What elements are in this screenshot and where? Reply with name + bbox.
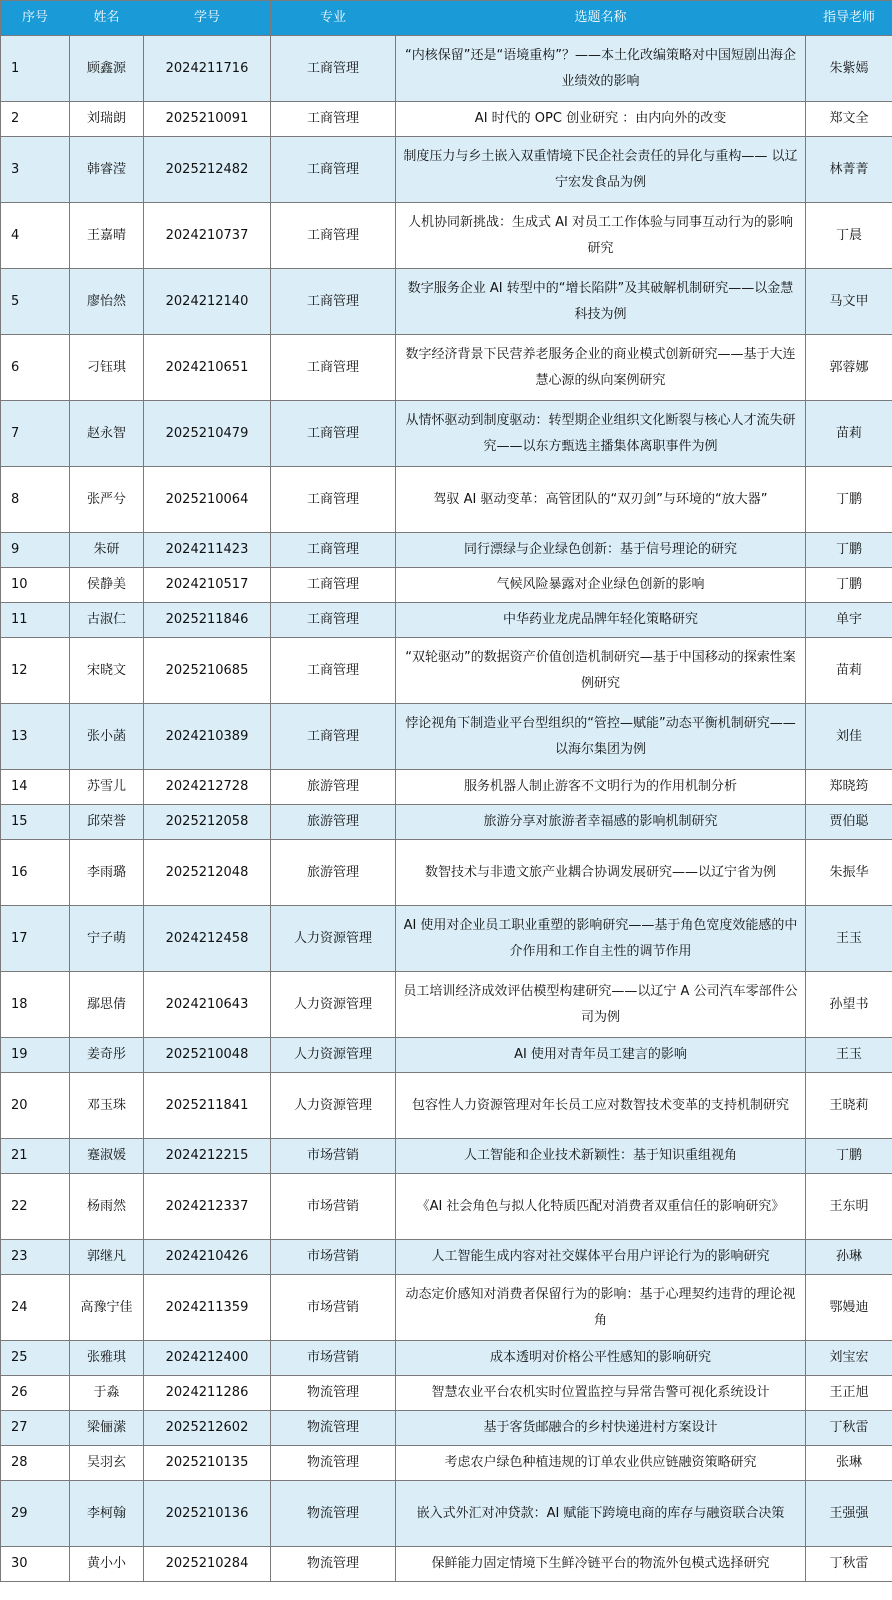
cell-no: 29: [1, 1481, 70, 1547]
cell-title: 人工智能生成内容对社交媒体平台用户评论行为的影响研究: [396, 1240, 806, 1275]
cell-name: 苏雪儿: [70, 770, 144, 805]
cell-name: 韩睿滢: [70, 137, 144, 203]
cell-title: 数智技术与非遗文旅产业耦合协调发展研究——以辽宁省为例: [396, 840, 806, 906]
table-row: [1, 1411, 892, 1446]
table-row: [1, 906, 892, 972]
cell-major: 工商管理: [271, 203, 396, 269]
cell-advisor: 郭蓉娜: [806, 335, 892, 401]
cell-name: 古淑仁: [70, 603, 144, 638]
table-body: [1, 36, 892, 1582]
cell-student-id: 2024211286: [144, 1376, 271, 1411]
cell-no: 26: [1, 1376, 70, 1411]
cell-no: 7: [1, 401, 70, 467]
cell-advisor: 孙琳: [806, 1240, 892, 1275]
cell-advisor: 丁鹏: [806, 533, 892, 568]
cell-advisor: 刘佳: [806, 704, 892, 770]
cell-student-id: 2024210651: [144, 335, 271, 401]
cell-student-id: 2024212458: [144, 906, 271, 972]
cell-title: 气候风险暴露对企业绿色创新的影响: [396, 568, 806, 603]
cell-student-id: 2025212602: [144, 1411, 271, 1446]
cell-title: 中华药业龙虎品牌年轻化策略研究: [396, 603, 806, 638]
cell-advisor: 朱振华: [806, 840, 892, 906]
table-row: [1, 1275, 892, 1341]
cell-advisor: 王强强: [806, 1481, 892, 1547]
cell-name: 李雨璐: [70, 840, 144, 906]
cell-no: 23: [1, 1240, 70, 1275]
cell-name: 梁俪潆: [70, 1411, 144, 1446]
cell-student-id: 2025210091: [144, 102, 271, 137]
cell-major: 工商管理: [271, 467, 396, 533]
cell-major: 旅游管理: [271, 840, 396, 906]
cell-name: 鄢思倩: [70, 972, 144, 1038]
cell-major: 工商管理: [271, 102, 396, 137]
cell-no: 11: [1, 603, 70, 638]
cell-title: 制度压力与乡土嵌入双重情境下民企社会责任的异化与重构—— 以辽宁宏发食品为例: [396, 137, 806, 203]
cell-major: 人力资源管理: [271, 906, 396, 972]
cell-name: 姜奇彤: [70, 1038, 144, 1073]
cell-no: 18: [1, 972, 70, 1038]
cell-name: 廖怡然: [70, 269, 144, 335]
cell-no: 1: [1, 36, 70, 102]
table-row: [1, 335, 892, 401]
cell-name: 宋晓文: [70, 638, 144, 704]
cell-advisor: 单宇: [806, 603, 892, 638]
cell-major: 市场营销: [271, 1341, 396, 1376]
cell-advisor: 王晓莉: [806, 1073, 892, 1139]
cell-major: 旅游管理: [271, 805, 396, 840]
cell-title: 动态定价感知对消费者保留行为的影响：基于心理契约违背的理论视角: [396, 1275, 806, 1341]
cell-student-id: 2024211359: [144, 1275, 271, 1341]
cell-advisor: 王玉: [806, 906, 892, 972]
cell-title: AI 使用对企业员工职业重塑的影响研究——基于角色宽度效能感的中介作用和工作自主性的调节作用: [396, 906, 806, 972]
cell-no: 19: [1, 1038, 70, 1073]
cell-student-id: 2025212048: [144, 840, 271, 906]
header-student-id: 学号: [144, 1, 271, 36]
cell-advisor: 张琳: [806, 1446, 892, 1481]
table-row: [1, 1481, 892, 1547]
cell-title: AI 时代的 OPC 创业研究 ：由内向外的改变: [396, 102, 806, 137]
table-row: [1, 137, 892, 203]
header-advisor: 指导老师: [806, 1, 892, 36]
table-row: [1, 102, 892, 137]
cell-title: 服务机器人制止游客不文明行为的作用机制分析: [396, 770, 806, 805]
cell-student-id: 2024210426: [144, 1240, 271, 1275]
table-row: [1, 467, 892, 533]
cell-student-id: 2024210737: [144, 203, 271, 269]
cell-name: 宁子萌: [70, 906, 144, 972]
cell-major: 旅游管理: [271, 770, 396, 805]
table-row: [1, 1174, 892, 1240]
cell-advisor: 孙望书: [806, 972, 892, 1038]
cell-title: AI 使用对青年员工建言的影响: [396, 1038, 806, 1073]
cell-no: 6: [1, 335, 70, 401]
cell-name: 张雅琪: [70, 1341, 144, 1376]
cell-major: 市场营销: [271, 1240, 396, 1275]
header-title: 选题名称: [396, 1, 806, 36]
cell-name: 高豫宁佳: [70, 1275, 144, 1341]
cell-no: 17: [1, 906, 70, 972]
table-row: [1, 704, 892, 770]
cell-title: 智慧农业平台农机实时位置监控与异常告警可视化系统设计: [396, 1376, 806, 1411]
table-row: [1, 1446, 892, 1481]
cell-title: 《AI 社会角色与拟人化特质匹配对消费者双重信任的影响研究》: [396, 1174, 806, 1240]
cell-no: 10: [1, 568, 70, 603]
cell-title: 旅游分享对旅游者幸福感的影响机制研究: [396, 805, 806, 840]
cell-no: 27: [1, 1411, 70, 1446]
cell-name: 杨雨然: [70, 1174, 144, 1240]
cell-student-id: 2024210389: [144, 704, 271, 770]
cell-name: 李柯翰: [70, 1481, 144, 1547]
table-row: [1, 203, 892, 269]
cell-no: 3: [1, 137, 70, 203]
cell-advisor: 丁鹏: [806, 568, 892, 603]
table-row: [1, 1038, 892, 1073]
cell-title: “双轮驱动”的数据资产价值创造机制研究—基于中国移动的探索性案例研究: [396, 638, 806, 704]
cell-advisor: 鄂嫚迪: [806, 1275, 892, 1341]
cell-major: 工商管理: [271, 335, 396, 401]
header-major: 专业: [271, 1, 396, 36]
cell-no: 21: [1, 1139, 70, 1174]
cell-no: 20: [1, 1073, 70, 1139]
cell-major: 物流管理: [271, 1446, 396, 1481]
cell-title: 数字经济背景下民营养老服务企业的商业模式创新研究——基于大连慧心源的纵向案例研究: [396, 335, 806, 401]
cell-title: 人工智能和企业技术新颖性：基于知识重组视角: [396, 1139, 806, 1174]
cell-student-id: 2024212728: [144, 770, 271, 805]
cell-no: 24: [1, 1275, 70, 1341]
cell-title: 包容性人力资源管理对年长员工应对数智技术变革的支持机制研究: [396, 1073, 806, 1139]
cell-name: 于淼: [70, 1376, 144, 1411]
table-row: [1, 568, 892, 603]
cell-student-id: 2024211423: [144, 533, 271, 568]
cell-advisor: 王东明: [806, 1174, 892, 1240]
cell-student-id: 2024210643: [144, 972, 271, 1038]
cell-name: 张小菡: [70, 704, 144, 770]
table-row: [1, 1341, 892, 1376]
cell-title: 驾驭 AI 驱动变革：高管团队的“双刃剑”与环境的“放大器”: [396, 467, 806, 533]
cell-title: 人机协同新挑战：生成式 AI 对员工工作体验与同事互动行为的影响研究: [396, 203, 806, 269]
cell-student-id: 2025210135: [144, 1446, 271, 1481]
cell-major: 工商管理: [271, 704, 396, 770]
cell-advisor: 王玉: [806, 1038, 892, 1073]
cell-name: 刁钰琪: [70, 335, 144, 401]
cell-name: 王嘉晴: [70, 203, 144, 269]
cell-advisor: 丁鹏: [806, 467, 892, 533]
cell-name: 顾鑫源: [70, 36, 144, 102]
cell-major: 工商管理: [271, 137, 396, 203]
cell-advisor: 丁秋雷: [806, 1547, 892, 1582]
cell-advisor: 丁晨: [806, 203, 892, 269]
cell-no: 8: [1, 467, 70, 533]
cell-no: 16: [1, 840, 70, 906]
cell-student-id: 2025210685: [144, 638, 271, 704]
cell-name: 吴羽玄: [70, 1446, 144, 1481]
cell-no: 5: [1, 269, 70, 335]
cell-name: 黄小小: [70, 1547, 144, 1582]
cell-no: 12: [1, 638, 70, 704]
cell-no: 9: [1, 533, 70, 568]
cell-student-id: 2025211846: [144, 603, 271, 638]
cell-no: 4: [1, 203, 70, 269]
cell-student-id: 2025212482: [144, 137, 271, 203]
cell-advisor: 丁鹏: [806, 1139, 892, 1174]
cell-title: 数字服务企业 AI 转型中的“增长陷阱”及其破解机制研究——以金慧科技为例: [396, 269, 806, 335]
cell-advisor: 马文甲: [806, 269, 892, 335]
cell-student-id: 2024212215: [144, 1139, 271, 1174]
cell-major: 工商管理: [271, 401, 396, 467]
table-row: [1, 603, 892, 638]
cell-advisor: 王正旭: [806, 1376, 892, 1411]
cell-student-id: 2025210136: [144, 1481, 271, 1547]
cell-major: 物流管理: [271, 1481, 396, 1547]
cell-title: 员工培训经济成效评估模型构建研究——以辽宁 A 公司汽车零部件公司为例: [396, 972, 806, 1038]
cell-title: 悖论视角下制造业平台型组织的“管控—赋能”动态平衡机制研究——以海尔集团为例: [396, 704, 806, 770]
cell-student-id: 2025212058: [144, 805, 271, 840]
cell-advisor: 贾伯聪: [806, 805, 892, 840]
header-row: [1, 1, 892, 36]
cell-title: 保鲜能力固定情境下生鲜冷链平台的物流外包模式选择研究: [396, 1547, 806, 1582]
cell-major: 物流管理: [271, 1547, 396, 1582]
cell-advisor: 苗莉: [806, 638, 892, 704]
cell-no: 13: [1, 704, 70, 770]
cell-no: 25: [1, 1341, 70, 1376]
table-row: [1, 840, 892, 906]
cell-major: 市场营销: [271, 1174, 396, 1240]
table-row: [1, 638, 892, 704]
cell-name: 张严兮: [70, 467, 144, 533]
table-row: [1, 972, 892, 1038]
cell-advisor: 刘宝宏: [806, 1341, 892, 1376]
cell-no: 22: [1, 1174, 70, 1240]
cell-name: 蹇淑媛: [70, 1139, 144, 1174]
header-no: 序号: [1, 1, 70, 36]
table-row: [1, 269, 892, 335]
cell-major: 工商管理: [271, 638, 396, 704]
table-row: [1, 36, 892, 102]
cell-name: 侯静美: [70, 568, 144, 603]
cell-advisor: 朱紫嫣: [806, 36, 892, 102]
cell-no: 2: [1, 102, 70, 137]
cell-no: 14: [1, 770, 70, 805]
cell-student-id: 2025211841: [144, 1073, 271, 1139]
cell-name: 朱研: [70, 533, 144, 568]
header-name: 姓名: [70, 1, 144, 36]
cell-title: 嵌入式外汇对冲贷款：AI 赋能下跨境电商的库存与融资联合决策: [396, 1481, 806, 1547]
table-row: [1, 1376, 892, 1411]
cell-title: 从情怀驱动到制度驱动：转型期企业组织文化断裂与核心人才流失研究——以东方甄选主播集体离职事件为例: [396, 401, 806, 467]
cell-advisor: 丁秋雷: [806, 1411, 892, 1446]
cell-major: 人力资源管理: [271, 1038, 396, 1073]
cell-student-id: 2025210284: [144, 1547, 271, 1582]
cell-major: 工商管理: [271, 568, 396, 603]
cell-student-id: 2025210479: [144, 401, 271, 467]
cell-name: 赵永智: [70, 401, 144, 467]
cell-major: 物流管理: [271, 1411, 396, 1446]
cell-advisor: 郑晓筠: [806, 770, 892, 805]
cell-student-id: 2024210517: [144, 568, 271, 603]
cell-no: 15: [1, 805, 70, 840]
cell-major: 工商管理: [271, 269, 396, 335]
cell-major: 工商管理: [271, 533, 396, 568]
cell-name: 郭继凡: [70, 1240, 144, 1275]
cell-student-id: 2024211716: [144, 36, 271, 102]
table-row: [1, 1240, 892, 1275]
table-row: [1, 401, 892, 467]
cell-student-id: 2025210064: [144, 467, 271, 533]
table-row: [1, 1547, 892, 1582]
cell-title: 基于客货邮融合的乡村快递进村方案设计: [396, 1411, 806, 1446]
table-row: [1, 1139, 892, 1174]
cell-no: 28: [1, 1446, 70, 1481]
cell-student-id: 2025210048: [144, 1038, 271, 1073]
cell-major: 市场营销: [271, 1139, 396, 1174]
cell-title: 同行漂绿与企业绿色创新：基于信号理论的研究: [396, 533, 806, 568]
cell-advisor: 郑文全: [806, 102, 892, 137]
cell-major: 工商管理: [271, 603, 396, 638]
cell-student-id: 2024212400: [144, 1341, 271, 1376]
cell-major: 市场营销: [271, 1275, 396, 1341]
table-row: [1, 805, 892, 840]
table-row: [1, 533, 892, 568]
cell-advisor: 林菁菁: [806, 137, 892, 203]
cell-title: 考虑农户绿色种植违规的订单农业供应链融资策略研究: [396, 1446, 806, 1481]
cell-major: 人力资源管理: [271, 1073, 396, 1139]
cell-advisor: 苗莉: [806, 401, 892, 467]
cell-name: 邓玉珠: [70, 1073, 144, 1139]
table-row: [1, 1073, 892, 1139]
table-row: [1, 770, 892, 805]
cell-student-id: 2024212140: [144, 269, 271, 335]
cell-no: 30: [1, 1547, 70, 1582]
cell-title: 成本透明对价格公平性感知的影响研究: [396, 1341, 806, 1376]
cell-major: 工商管理: [271, 36, 396, 102]
cell-major: 人力资源管理: [271, 972, 396, 1038]
cell-major: 物流管理: [271, 1376, 396, 1411]
cell-name: 刘瑞朗: [70, 102, 144, 137]
cell-title: “内核保留”还是“语境重构”？——本土化改编策略对中国短剧出海企业绩效的影响: [396, 36, 806, 102]
cell-student-id: 2024212337: [144, 1174, 271, 1240]
cell-name: 邱荣誉: [70, 805, 144, 840]
